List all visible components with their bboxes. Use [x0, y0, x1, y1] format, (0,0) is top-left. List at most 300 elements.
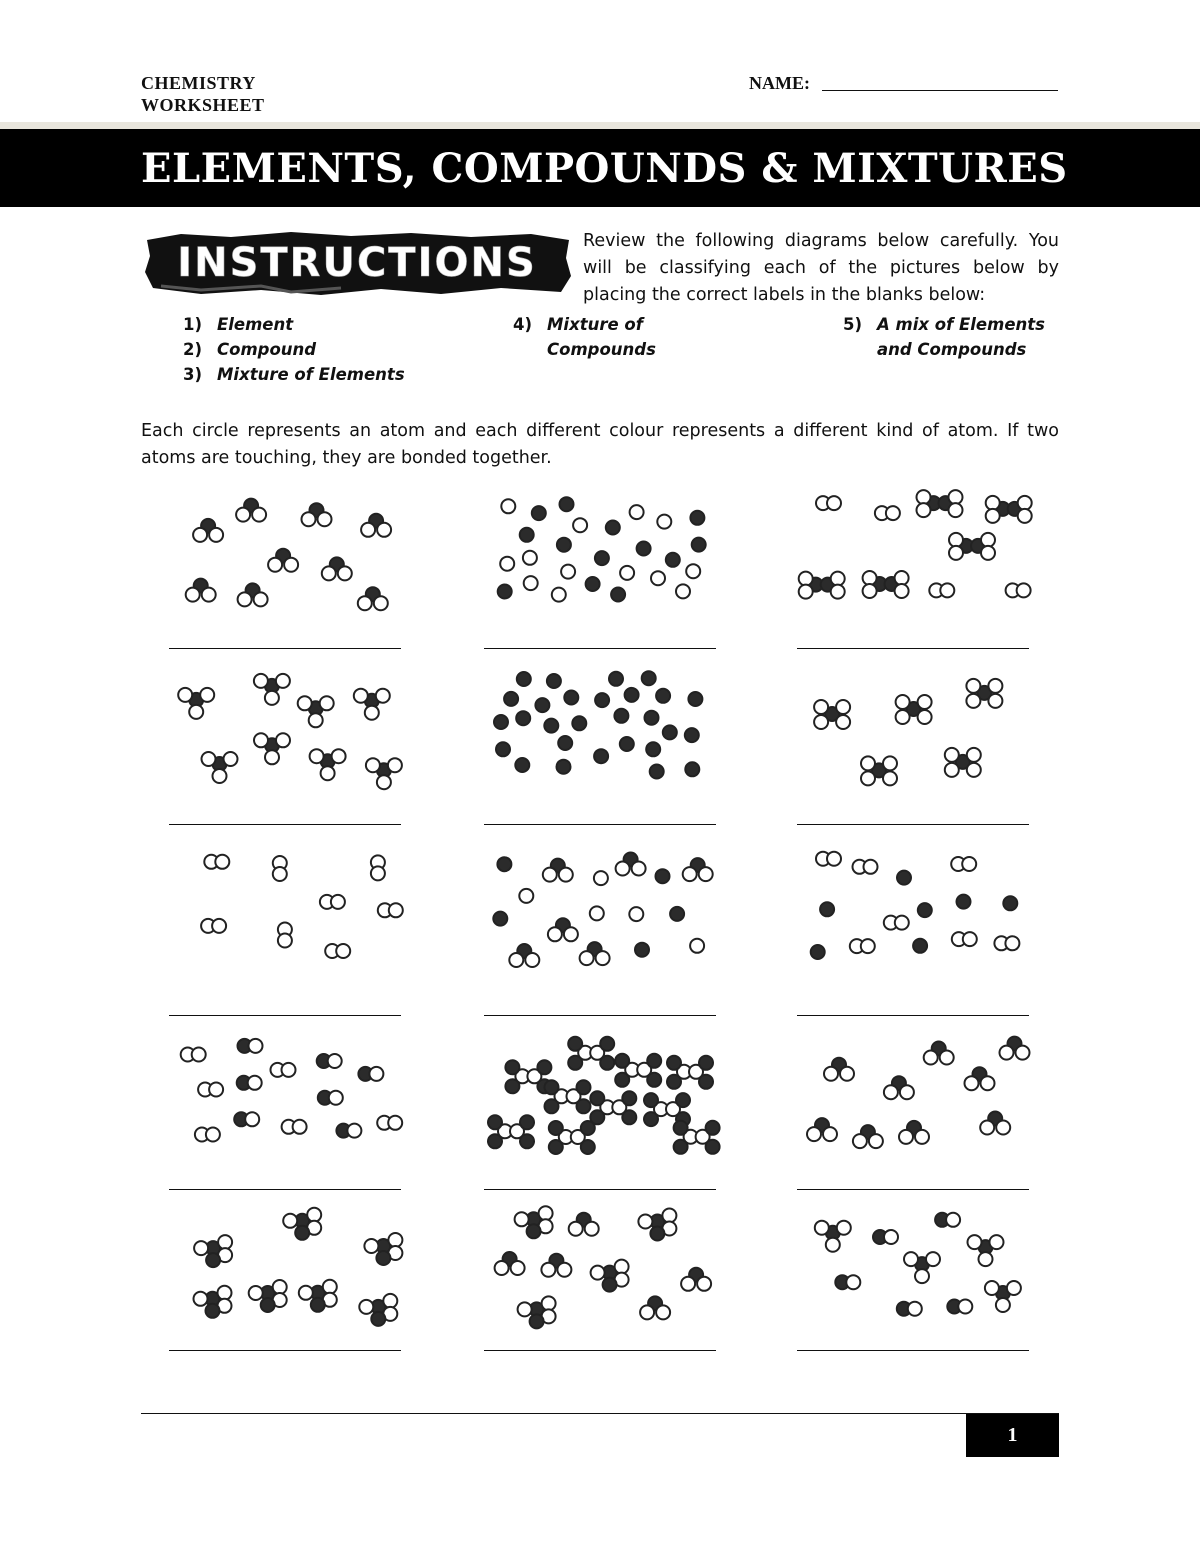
dark-atom [488, 1134, 502, 1148]
dark-atom [663, 725, 677, 739]
light-atom [500, 557, 514, 571]
light-atom [365, 706, 379, 720]
dark-atom [692, 538, 706, 552]
dark-atom [547, 674, 561, 688]
light-atom [254, 592, 268, 606]
light-atom [320, 696, 334, 710]
diagram-8 [493, 853, 712, 968]
diagram-11 [488, 1037, 720, 1154]
light-atom [814, 715, 828, 729]
light-atom [980, 1121, 994, 1135]
dark-atom [376, 1251, 390, 1265]
dark-atom [620, 737, 634, 751]
light-atom [836, 700, 850, 714]
light-atom [823, 1127, 837, 1141]
light-atom [218, 1286, 232, 1300]
legend-item-compound: 2) Compound [183, 340, 317, 359]
dark-atom [647, 1054, 661, 1068]
dark-atom [656, 689, 670, 703]
dark-atom [918, 903, 932, 917]
light-atom [564, 927, 578, 941]
answer-blank-10[interactable] [169, 1189, 401, 1190]
light-atom [896, 695, 910, 709]
instructions-heading: INSTRUCTIONS [177, 240, 537, 286]
light-atom [307, 1208, 321, 1222]
description-text: Each circle represents an atom and each different colour represents a different kind of atom. If two atoms are touching, they are bonded together. [141, 421, 1059, 468]
light-atom [299, 1286, 313, 1300]
dark-atom [603, 1278, 617, 1292]
light-atom [278, 934, 292, 948]
dark-atom [537, 1060, 551, 1074]
light-atom [895, 584, 909, 598]
light-atom [799, 585, 813, 599]
dark-atom [635, 943, 649, 957]
light-atom [284, 558, 298, 572]
light-atom [917, 503, 931, 517]
diagram-13 [194, 1208, 403, 1326]
dark-atom [913, 939, 927, 953]
dark-atom [206, 1304, 220, 1318]
dark-atom [568, 1037, 582, 1051]
light-atom [573, 518, 587, 532]
light-atom [827, 496, 841, 510]
light-atom [213, 769, 227, 783]
light-atom [840, 1067, 854, 1081]
light-atom [697, 1277, 711, 1291]
light-atom [690, 939, 704, 953]
dark-atom [586, 577, 600, 591]
dark-atom [520, 528, 534, 542]
light-atom [523, 551, 537, 565]
light-atom [884, 1085, 898, 1099]
light-atom [662, 1209, 676, 1223]
light-atom [194, 1292, 208, 1306]
dark-atom [535, 698, 549, 712]
light-atom [915, 1130, 929, 1144]
light-atom [924, 1051, 938, 1065]
diagram-6 [814, 679, 1002, 786]
dark-atom [527, 1224, 541, 1238]
light-atom [548, 927, 562, 941]
diagram-14 [495, 1206, 711, 1328]
dark-atom [615, 1054, 629, 1068]
light-atom [863, 584, 877, 598]
light-atom [265, 750, 279, 764]
answer-blank-6[interactable] [797, 824, 1029, 825]
answer-blank-7[interactable] [169, 1015, 401, 1016]
light-atom [615, 1260, 629, 1274]
light-atom [945, 748, 959, 762]
dark-atom [560, 497, 574, 511]
light-atom [283, 1214, 297, 1228]
dark-atom [690, 511, 704, 525]
light-atom [354, 689, 368, 703]
dark-atom [667, 1056, 681, 1070]
dark-atom [504, 692, 518, 706]
light-atom [986, 509, 1000, 523]
dark-atom [532, 506, 546, 520]
light-atom [945, 763, 959, 777]
light-atom [831, 572, 845, 586]
light-atom [895, 916, 909, 930]
dark-atom [600, 1056, 614, 1070]
dark-atom [820, 902, 834, 916]
light-atom [946, 1213, 960, 1227]
dark-atom [666, 553, 680, 567]
light-atom [815, 1221, 829, 1235]
light-atom [268, 558, 282, 572]
light-atom [282, 1063, 296, 1077]
answer-blank-5[interactable] [484, 824, 716, 825]
answer-blank-15[interactable] [797, 1350, 1029, 1351]
dark-atom [557, 538, 571, 552]
diagram-1 [186, 499, 391, 611]
light-atom [656, 1305, 670, 1319]
light-atom [359, 1300, 373, 1314]
answer-blank-8[interactable] [484, 1015, 716, 1016]
light-atom [252, 508, 266, 522]
dark-atom [568, 1056, 582, 1070]
light-atom [358, 596, 372, 610]
light-atom [861, 771, 875, 785]
light-atom [863, 571, 877, 585]
dark-atom [505, 1060, 519, 1074]
light-atom [886, 506, 900, 520]
light-atom [366, 758, 380, 772]
light-atom [683, 867, 697, 881]
light-atom [958, 1300, 972, 1314]
dark-atom [646, 742, 660, 756]
dark-atom [311, 1298, 325, 1312]
light-atom [918, 695, 932, 709]
dark-atom [614, 709, 628, 723]
answer-blank-4[interactable] [169, 824, 401, 825]
light-atom [212, 919, 226, 933]
light-atom [328, 1054, 342, 1068]
light-atom [248, 1076, 262, 1090]
light-atom [630, 505, 644, 519]
dark-atom [577, 1080, 591, 1094]
light-atom [686, 564, 700, 578]
dark-atom [606, 521, 620, 535]
light-atom [302, 512, 316, 526]
light-atom [949, 490, 963, 504]
light-atom [361, 523, 375, 537]
dark-atom [549, 1121, 563, 1135]
light-atom [254, 733, 268, 747]
light-atom [543, 868, 557, 882]
light-atom [580, 951, 594, 965]
light-atom [883, 771, 897, 785]
dark-atom [558, 736, 572, 750]
light-atom [869, 1134, 883, 1148]
light-atom [249, 1039, 263, 1053]
dark-atom [1003, 896, 1017, 910]
light-atom [1005, 936, 1019, 950]
light-atom [884, 1230, 898, 1244]
dark-atom [505, 1079, 519, 1093]
light-atom [254, 674, 268, 688]
light-atom [988, 694, 1002, 708]
dark-atom [595, 693, 609, 707]
answer-blank-13[interactable] [169, 1350, 401, 1351]
light-atom [293, 1120, 307, 1134]
light-atom [374, 596, 388, 610]
dark-atom [637, 542, 651, 556]
instructions-text: Review the following diagrams below carefully. You will be classifying each of the pictures below by placing the correct labels in the blanks below: [583, 231, 1059, 305]
legend-item-element: 1) Element [183, 315, 294, 334]
light-atom [323, 1280, 337, 1294]
light-atom [640, 1305, 654, 1319]
light-atom [981, 546, 995, 560]
light-atom [200, 688, 214, 702]
light-atom [511, 1261, 525, 1275]
dark-atom [261, 1298, 275, 1312]
light-atom [657, 515, 671, 529]
dark-atom [520, 1115, 534, 1129]
diagram-10 [181, 1039, 403, 1142]
dark-atom [577, 1099, 591, 1113]
light-atom [1016, 1046, 1030, 1060]
dark-atom [590, 1091, 604, 1105]
light-atom [836, 715, 850, 729]
dark-atom [557, 760, 571, 774]
light-atom [699, 867, 713, 881]
light-atom [861, 939, 875, 953]
dark-atom [549, 1140, 563, 1154]
dark-atom [595, 551, 609, 565]
dark-atom [530, 1314, 544, 1328]
light-atom [338, 566, 352, 580]
light-atom [620, 566, 634, 580]
answer-blank-11[interactable] [484, 1189, 716, 1190]
light-atom [209, 1083, 223, 1097]
light-atom [596, 951, 610, 965]
light-atom [926, 1252, 940, 1266]
dark-atom [957, 895, 971, 909]
light-atom [900, 1085, 914, 1099]
light-atom [629, 907, 643, 921]
light-atom [949, 546, 963, 560]
dark-atom [650, 765, 664, 779]
light-atom [827, 852, 841, 866]
name-label: NAME: [749, 73, 810, 93]
dark-atom [688, 692, 702, 706]
light-atom [676, 584, 690, 598]
light-atom [542, 1296, 556, 1310]
answer-blank-3[interactable] [797, 648, 1029, 649]
light-atom [193, 528, 207, 542]
light-atom [915, 1269, 929, 1283]
legend-item-mixture-compounds-cont: Compounds [547, 340, 656, 359]
light-atom [347, 1124, 361, 1138]
dark-atom [498, 585, 512, 599]
light-atom [186, 588, 200, 602]
light-atom [194, 1241, 208, 1255]
light-atom [883, 756, 897, 770]
dark-atom [622, 1110, 636, 1124]
dark-atom [674, 1121, 688, 1135]
dark-atom [564, 691, 578, 705]
light-atom [265, 691, 279, 705]
light-atom [383, 1294, 397, 1308]
light-atom [245, 1112, 259, 1126]
dark-atom [699, 1075, 713, 1089]
light-atom [899, 1130, 913, 1144]
dark-atom [295, 1226, 309, 1240]
light-atom [807, 1127, 821, 1141]
light-atom [814, 700, 828, 714]
light-atom [202, 588, 216, 602]
light-atom [966, 694, 980, 708]
light-atom [273, 1280, 287, 1294]
light-atom [238, 592, 252, 606]
light-atom [525, 953, 539, 967]
light-atom [552, 588, 566, 602]
dark-atom [670, 907, 684, 921]
light-atom [569, 1222, 583, 1236]
diagram-9 [811, 852, 1020, 959]
dark-atom [676, 1093, 690, 1107]
light-atom [524, 576, 538, 590]
dark-atom [667, 1075, 681, 1089]
light-atom [967, 763, 981, 777]
dark-atom [493, 912, 507, 926]
light-atom [192, 1048, 206, 1062]
light-atom [981, 533, 995, 547]
subject-line-2: WORKSHEET [141, 95, 265, 115]
light-atom [318, 512, 332, 526]
light-atom [298, 696, 312, 710]
dark-atom [674, 1140, 688, 1154]
dark-atom [645, 711, 659, 725]
light-atom [495, 1261, 509, 1275]
light-atom [594, 871, 608, 885]
light-atom [215, 855, 229, 869]
light-atom [681, 1277, 695, 1291]
dark-atom [544, 719, 558, 733]
light-atom [988, 679, 1002, 693]
light-atom [966, 679, 980, 693]
light-atom [963, 932, 977, 946]
dark-atom [706, 1140, 720, 1154]
light-atom [501, 499, 515, 513]
light-atom [541, 1263, 555, 1277]
light-atom [651, 571, 665, 585]
light-atom [557, 1263, 571, 1277]
light-atom [824, 1067, 838, 1081]
dark-atom [644, 1112, 658, 1126]
light-atom [209, 528, 223, 542]
light-atom [908, 1302, 922, 1316]
light-atom [1007, 1281, 1021, 1295]
dark-atom [545, 1099, 559, 1113]
diagram-12 [807, 1037, 1030, 1149]
light-atom [967, 748, 981, 762]
dark-atom [496, 742, 510, 756]
page-number: 1 [966, 1414, 1059, 1457]
legend-item-mixture-compounds: 4) Mixture of [513, 315, 643, 334]
light-atom [965, 1076, 979, 1090]
light-atom [336, 944, 350, 958]
light-atom [616, 862, 630, 876]
dark-atom [699, 1056, 713, 1070]
dark-atom [581, 1121, 595, 1135]
diagram-3 [799, 490, 1032, 598]
light-atom [309, 713, 323, 727]
light-atom [519, 889, 533, 903]
light-atom [276, 733, 290, 747]
dark-atom [897, 871, 911, 885]
light-atom [202, 752, 216, 766]
light-atom [388, 1233, 402, 1247]
light-atom [990, 1235, 1004, 1249]
light-atom [249, 1286, 263, 1300]
light-atom [178, 688, 192, 702]
dark-atom [706, 1121, 720, 1135]
light-atom [799, 572, 813, 586]
light-atom [276, 674, 290, 688]
light-atom [864, 860, 878, 874]
light-atom [539, 1206, 553, 1220]
light-atom [861, 756, 875, 770]
light-atom [388, 1116, 402, 1130]
light-atom [1018, 496, 1032, 510]
light-atom [895, 571, 909, 585]
light-atom [918, 710, 932, 724]
dark-atom [517, 672, 531, 686]
light-atom [515, 1212, 529, 1226]
light-atom [1000, 1046, 1014, 1060]
dark-atom [600, 1037, 614, 1051]
light-atom [904, 1252, 918, 1266]
legend-item-mixture-elements: 3) Mixture of Elements [183, 365, 405, 384]
dark-atom [371, 1312, 385, 1326]
light-atom [940, 1051, 954, 1065]
light-atom [329, 1091, 343, 1105]
dark-atom [609, 672, 623, 686]
light-atom [949, 503, 963, 517]
page-title: ELEMENTS, COMPOUNDS & MIXTURES [141, 145, 1068, 192]
light-atom [826, 1238, 840, 1252]
dark-atom [642, 671, 656, 685]
light-atom [273, 867, 287, 881]
dark-atom [811, 945, 825, 959]
dark-atom [497, 857, 511, 871]
footer-rule [141, 1413, 1059, 1414]
answer-blank-12[interactable] [797, 1189, 1029, 1190]
light-atom [896, 710, 910, 724]
dark-atom [516, 711, 530, 725]
answer-blank-14[interactable] [484, 1350, 716, 1351]
diagram-5 [494, 671, 702, 778]
answer-blank-2[interactable] [484, 648, 716, 649]
dark-atom [622, 1091, 636, 1105]
answer-blank-9[interactable] [797, 1015, 1029, 1016]
light-atom [559, 868, 573, 882]
light-atom [377, 775, 391, 789]
light-atom [389, 903, 403, 917]
light-atom [561, 565, 575, 579]
diagram-7 [201, 855, 403, 958]
dark-atom [615, 1073, 629, 1087]
dark-atom [611, 588, 625, 602]
legend-item-mix-both-cont: and Compounds [877, 340, 1027, 359]
dark-atom [647, 1073, 661, 1087]
answer-blank-1[interactable] [169, 648, 401, 649]
light-atom [376, 689, 390, 703]
dark-atom [545, 1080, 559, 1094]
